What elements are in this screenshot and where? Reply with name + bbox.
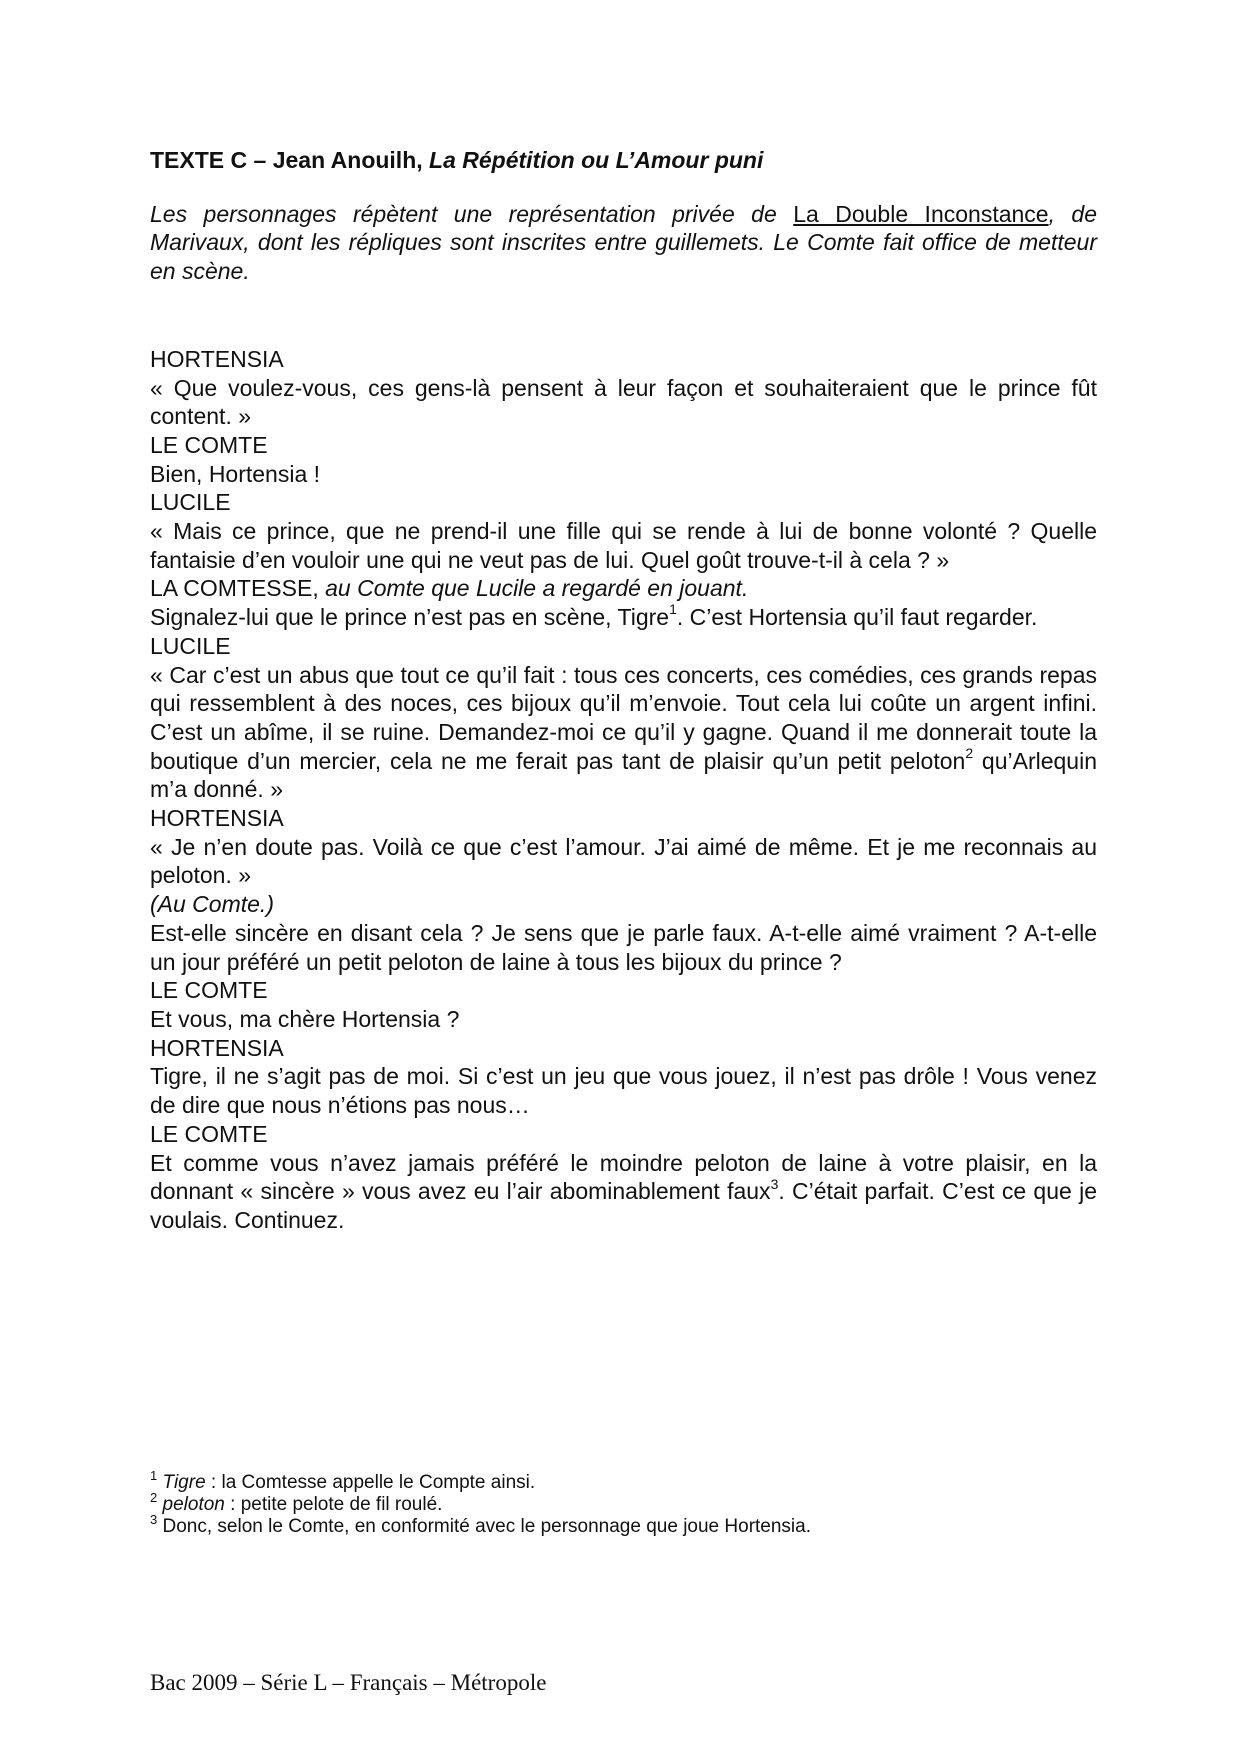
speech-line: « Je n’en doute pas. Voilà ce que c’est l’amour. J’ai aimé de même. Et je me reconnais au peloton. » — [150, 833, 1097, 889]
title-lead: TEXTE C – Jean Anouilh, — [150, 147, 430, 173]
speaker-name: LE COMTE — [150, 431, 268, 458]
footnote-term: peloton — [162, 1494, 225, 1515]
footnote-1 — [150, 1467, 1097, 1494]
speech-line: Tigre, il ne s’agit pas de moi. Si c’est un jeu que vous jouez, il n’est pas drôle ! Vous venez de dire que nous n’étions pas nous… — [150, 1063, 1097, 1119]
intro-after: , de Marivaux, dont les répliques sont inscrites entre guillemets. Le Comte fait office de metteur en scène. — [150, 200, 1098, 285]
footnote-number: 2 — [150, 1489, 158, 1505]
stage-direction: au Comte que Lucile a regardé en jouant. — [325, 575, 749, 602]
speech-text: « Car c’est un abus que tout ce qu’il fait : tous ces concerts, ces comédies, ces grands repas qui ressemblent à des noces, ces bijoux qu’il m’envoie. Tout cela lui coûte un argent infini. C’est un abîme, il se ruine. Demandez-moi ce qu’il y gagne. Quand il me donnerait toute la boutique d’un mercier, cela ne me ferait pas tant de plaisir qu’un petit peloton — [150, 661, 1097, 774]
stage-direction: (Au Comte.) — [150, 891, 274, 918]
footnote-text: : la Comtesse appelle le Compte ainsi. — [205, 1472, 536, 1493]
footnote-text: : petite pelote de fil roulé. — [224, 1494, 443, 1515]
footnote-ref: 2 — [965, 745, 974, 761]
speaker-name: LA COMTESSE, — [150, 575, 326, 602]
speaker-name: HORTENSIA — [150, 1034, 284, 1061]
speech-text: qu’Arlequin m’a donné. » — [150, 747, 1098, 803]
speaker-name: HORTENSIA — [150, 345, 284, 372]
footnote-term: Tigre — [162, 1472, 206, 1493]
text-title — [150, 146, 1097, 175]
footnote-3 — [150, 1511, 1097, 1538]
footnotes — [150, 1467, 1097, 1538]
title-work: La Répétition ou L’Amour puni — [429, 147, 764, 173]
text-body — [150, 146, 1097, 1235]
speech-line — [150, 661, 1097, 805]
speech-line: « Que voulez-vous, ces gens-là pensent à leur façon et souhaiteraient que le prince fût content. » — [150, 374, 1097, 430]
speech-text: Et comme vous n’avez jamais préféré le moindre peloton de laine à votre plaisir, en la donnant « sincère » vous avez eu l’air abominablement faux — [150, 1149, 1097, 1205]
footnote-ref: 1 — [669, 601, 677, 618]
speaker-name: LUCILE — [150, 489, 231, 516]
speech-line: Est-elle sincère en disant cela ? Je sens que je parle faux. A-t-elle aimé vraiment ? A-t-elle un jour préféré un petit peloton de laine à tous les bijoux du prince ? — [150, 919, 1097, 975]
speech-text: Signalez-lui que le prince n’est pas en scène, Tigre — [150, 604, 670, 631]
intro-paragraph — [150, 200, 1097, 286]
speech-line: « Mais ce prince, que ne prend-il une fille qui se rende à lui de bonne volonté ? Quelle fantaisie d’en vouloir une qui ne veut pas de lui. Quel goût trouve-t-il à cela ? » — [150, 518, 1097, 573]
speaker-name: LUCILE — [150, 632, 231, 659]
speaker-name: LE COMTE — [150, 977, 268, 1004]
speaker-with-direction — [150, 574, 1097, 603]
speech-text: . C’était parfait. C’est ce que je voulais. Continuez. — [150, 1178, 1097, 1233]
speaker-name: LE COMTE — [150, 1120, 268, 1147]
footnote-ref: 3 — [770, 1175, 779, 1192]
speech-line: Et vous, ma chère Hortensia ? — [150, 1005, 460, 1032]
intro-before: Les personnages répètent une représentation privée de — [150, 200, 794, 227]
speech-line: Bien, Hortensia ! — [150, 460, 321, 487]
footnote-number: 1 — [150, 1467, 158, 1483]
page-footer: Bac 2009 – Série L – Français – Métropole — [150, 1670, 547, 1695]
footnote-text: Donc, selon le Comte, en conformité avec le personnage que joue Hortensia. — [157, 1516, 811, 1537]
speech-line — [150, 603, 1097, 632]
footnote-2 — [150, 1489, 1097, 1516]
speech-text: . C’est Hortensia qu’il faut regarder. — [676, 604, 1038, 631]
footnote-number: 3 — [150, 1511, 158, 1527]
intro-play-title: La Double Inconstance — [793, 200, 1049, 227]
speaker-name: HORTENSIA — [150, 805, 284, 832]
dialogue — [150, 345, 1097, 1235]
speech-line — [150, 1149, 1097, 1235]
